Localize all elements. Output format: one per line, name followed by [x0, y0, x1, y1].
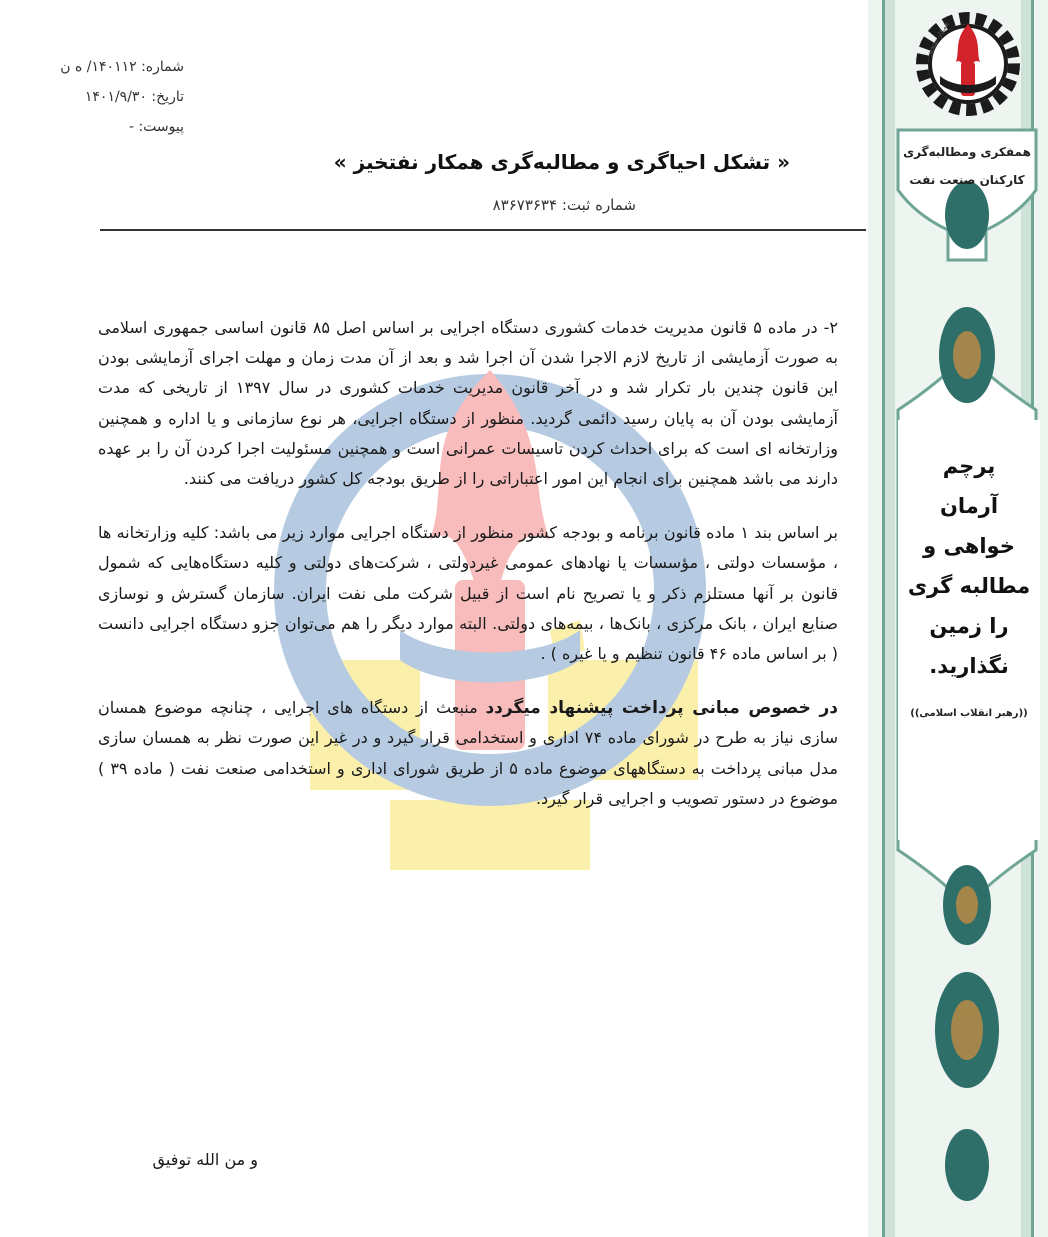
registration-number: شماره ثبت: ۸۳۶۷۳۶۳۴: [492, 196, 636, 214]
medallion-5: [945, 1129, 989, 1201]
side-panel: [868, 0, 1048, 1237]
paragraph-1: ۲- در ماده ۵ قانون مدیریت خدمات کشوری دستگاه اجرایی بر اساس اصل ۸۵ قانون اساسی جمهوری اسلامی به صورت آزمایشی از تاریخ لازم الاجرا شدن آن اجرا شد و بعد از آن مدت زمان و مهلت اجرای آزمایشی بودن این قانون چندین بار تکرار شد و در آخر قانون مدیریت خدمات کشوری در سال ۱۳۹۷ از تاریخی که مدت آزمایشی بودن آن به پایان رسید دائمی گردید. منظور از دستگاه اجرایی، هر نوع سازمانی و یا اداره و همچنین وزارتخانه ای است که برای احداث کردن تاسیسات عمرانی است و همچنین مسئولیت اجرا کردن آن را بر عهده دارند می باشد همچنین برای انجام این امور اعتباراتی را از طریق بودجه کل کشور دریافت می کنند.: [98, 318, 838, 489]
closing-line: و من الله توفیق: [152, 1150, 258, 1169]
slogan-line: را زمین: [929, 614, 1009, 638]
paragraph-3: در خصوص مبانی پرداخت پیشنهاد میگردد منبعث از دستگاه های اجرایی ، چنانچه موضوع همسان سازی نیاز به طرح در شورای ماده ۷۴ اداری و استخدامی قرار گیرد و در غیر این صورت نظر به همسان سازی مدل مبانی پرداخت به دستگاههای موضوع ماده ۵ از طریق شورای اداری و استخدامی صنعت نفت ( ماده ۳۹ ) موضوع در دستور تصویب و اجرایی قرار گیرد.: [98, 698, 839, 808]
logo-lettering: همکار نفتخیز: [924, 20, 951, 57]
slogan-citation: ((رهبر انقلاب اسلامی)): [910, 708, 1028, 719]
slogan-box: [898, 420, 1040, 840]
slogan-line: مطالبه گری: [907, 574, 1031, 598]
letter-attachment: پیوست: -: [128, 119, 184, 135]
letter-date: تاریخ: ۱۴۰۱/۹/۳۰: [84, 89, 184, 105]
letter-number: شماره: ۱۴۰۱۱۲/ ه ن: [60, 59, 184, 75]
organization-title: « تشکل احیاگری و مطالبه‌گری همکار نفتخیز »: [333, 150, 790, 174]
paragraph-2: بر اساس بند ۱ ماده قانون برنامه و بودجه کشور منظور از دستگاه اجرایی موارد زیر می باشد: کلیه وزارتخانه ها ، مؤسسات دولتی ، مؤسسات یا نهادهای عمومی غیردولتی ، شرکت‌های دولتی و کلیه دستگاه‌هایی که شمول قانون بر آنها مستلزم ذکر و یا تصریح نام است از قبیل شرکت ملی نفت ایران. سازمان گسترش و نوسازی صنایع ایران ، بانک مرکزی ، بانک‌ها ، بیمه‌های دولتی. البته موارد دیگر را هم می‌توان جزو دستگاه اجرایی دانست ( بر اساس ماده ۴۶ قانون تنظیم و یا غیره ) .: [98, 523, 838, 664]
slogan-line: نگذارید.: [929, 654, 1009, 678]
reference-block: [34, 52, 184, 142]
slogan-line: پرچم: [942, 454, 996, 478]
slogan-line: آرمان: [939, 494, 999, 518]
paragraph-3-emphasis: در خصوص مبانی پرداخت پیشنهاد میگردد: [485, 698, 838, 719]
letter-body: [98, 313, 838, 838]
organization-logo: [906, 6, 1030, 124]
side-caption: همفکری ومطالبه‌گری کارکنان صنعت نفت: [903, 145, 1031, 187]
header-divider: [100, 229, 866, 231]
slogan-line: خواهی و: [923, 534, 1015, 558]
